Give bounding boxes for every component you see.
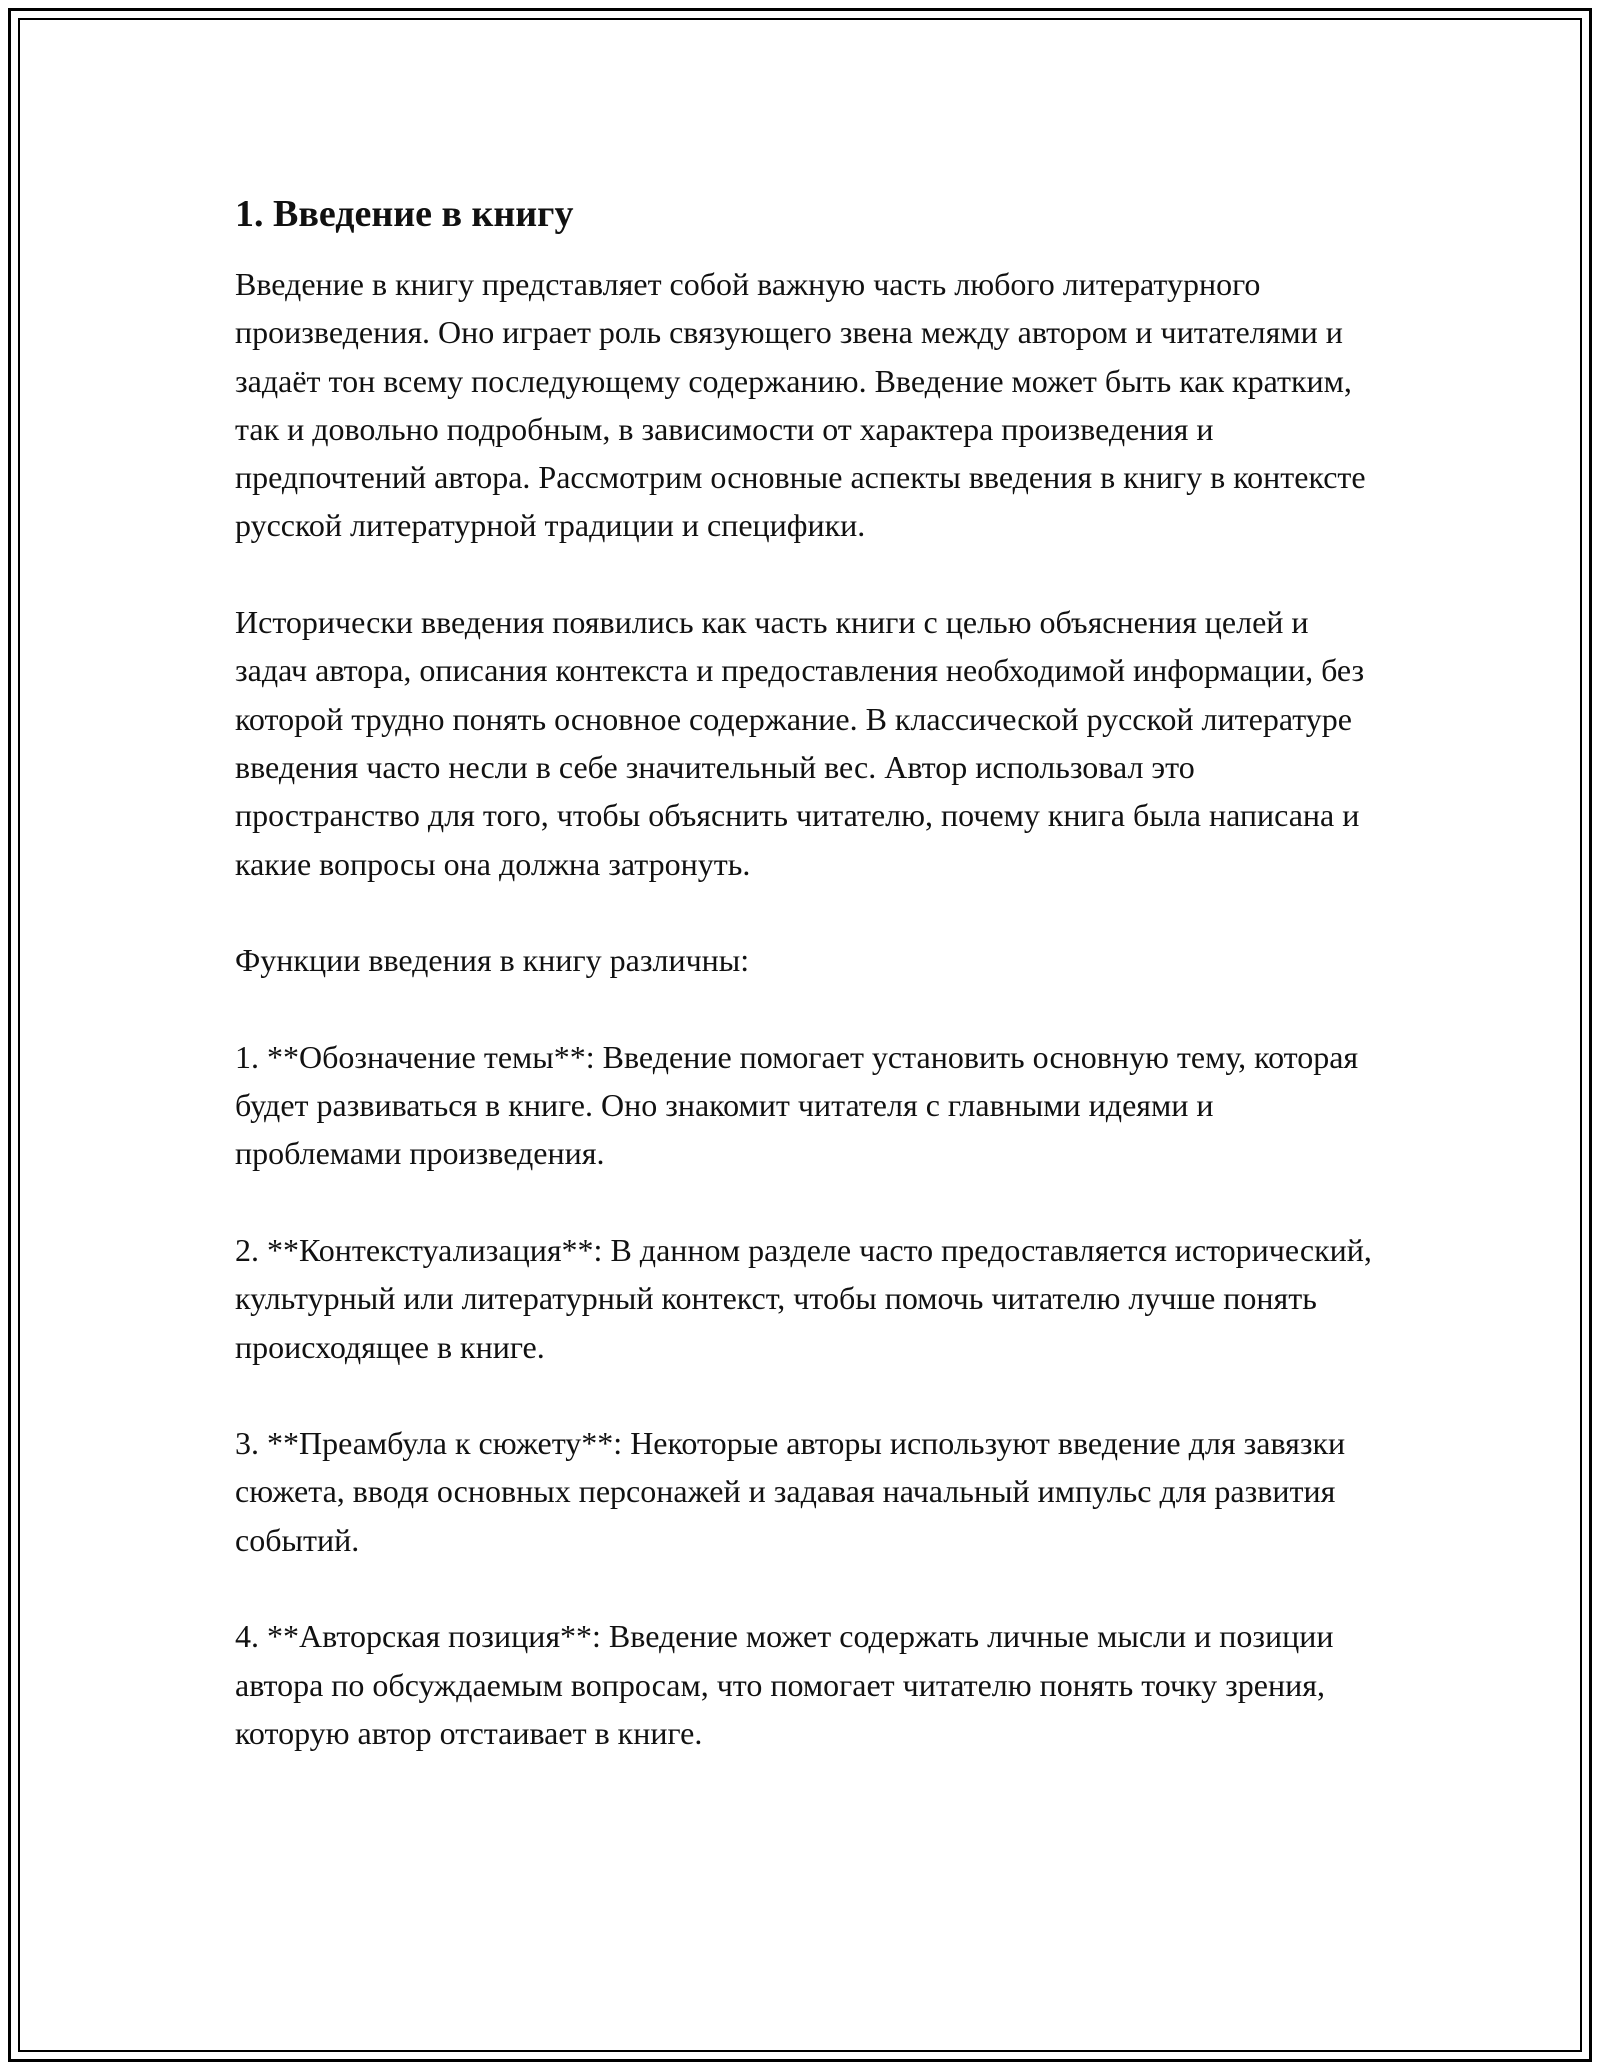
list-item-author-position: 4. **Авторская позиция**: Введение может содержать личные мысли и позиции автора по обсуждаемым вопросам, что помогает читателю понять точку зрения, которую автор отстаивает в книге.: [235, 1618, 1334, 1751]
section-heading: 1. Введение в книгу: [235, 193, 574, 235]
document-body: [235, 190, 1385, 1757]
paragraph-functions-lead: Функции введения в книгу различны:: [235, 942, 750, 979]
paragraph-history: Исторически введения появились как часть книги с целью объяснения целей и задач автора, описания контекста и предоставления необходимой информации, без которой трудно понять основное содержание. В классической русской литературе введения часто несли в себе значительный вес. Автор использовал это пространство для того, чтобы объяснить читателю, почему книга была написана и какие вопросы она должна затронуть.: [235, 604, 1365, 882]
list-item-preamble: 3. **Преамбула к сюжету**: Некоторые авторы используют введение для завязки сюжета, вводя основных персонажей и задавая начальный импульс для развития событий.: [235, 1425, 1346, 1558]
list-item-context: 2. **Контекстуализация**: В данном разделе часто предоставляется исторический, культурный или литературный контекст, чтобы помочь читателю лучше понять происходящее в книге.: [235, 1231, 1372, 1365]
list-item-theme: 1. **Обозначение темы**: Введение помогает установить основную тему, которая будет развиваться в книге. Оно знакомит читателя с главными идеями и проблемами произведения.: [235, 1038, 1359, 1172]
paragraph-intro: Введение в книгу представляет собой важную часть любого литературного произведения. Оно играет роль связующего звена между автором и читателями и задаёт тон всему последующему содержанию. Введение может быть как кратким, так и довольно подробным, в зависимости от характера произведения и предпочтений автора. Рассмотрим основные аспекты введения в книгу в контексте русской литературной традиции и специфики.: [235, 266, 1366, 544]
